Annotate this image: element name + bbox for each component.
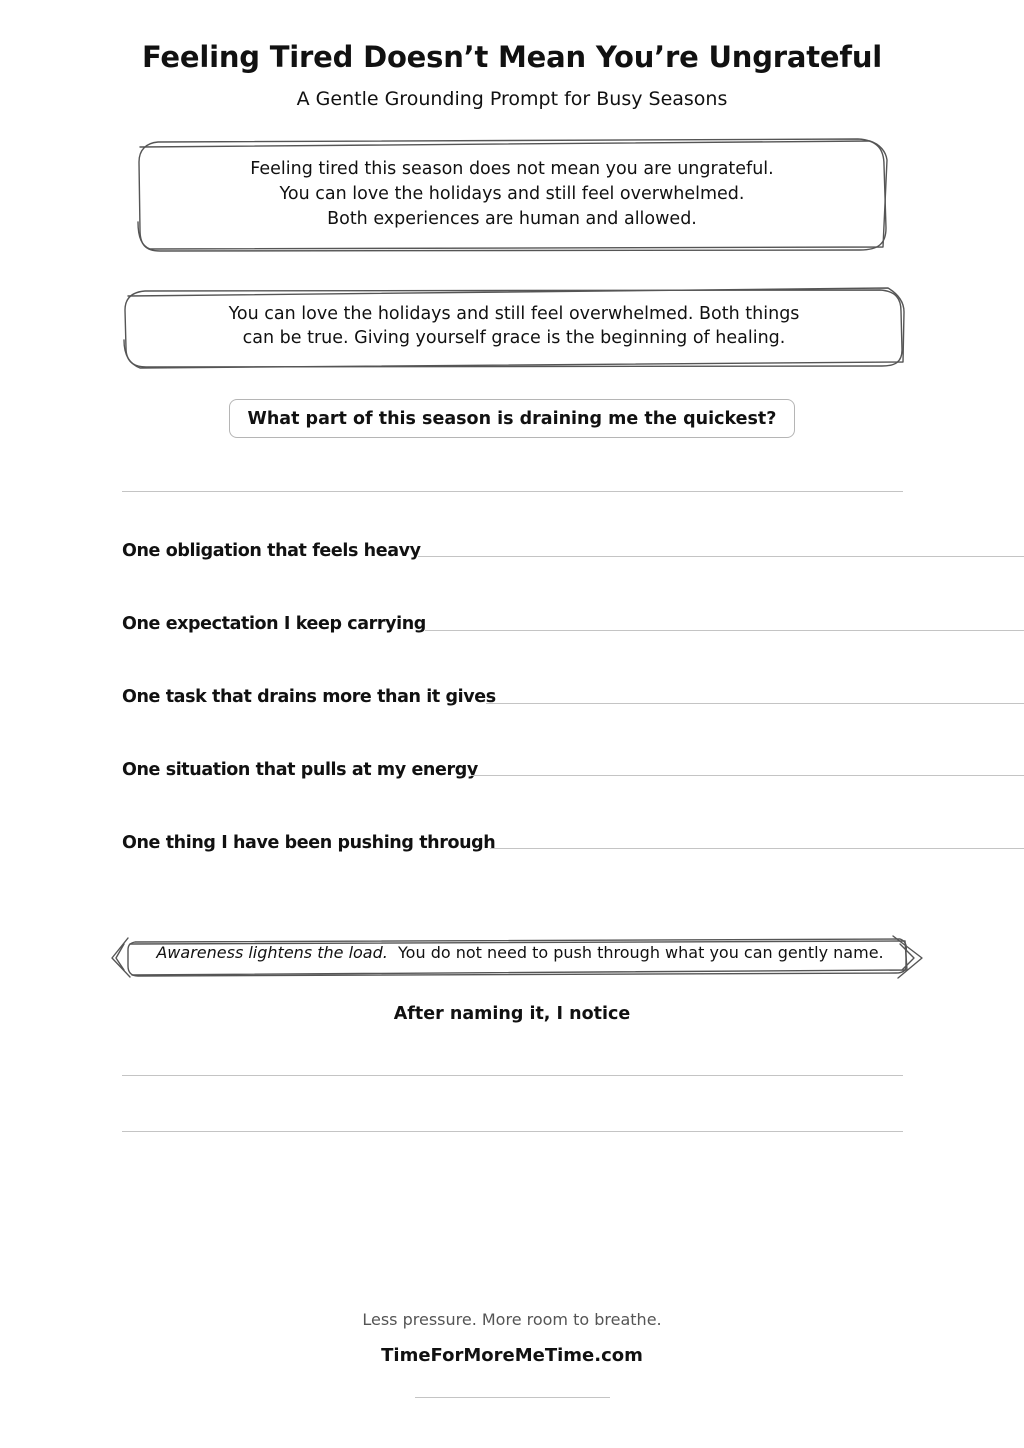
answer-line[interactable] [471, 775, 1024, 776]
affirmation-box-2 [126, 302, 902, 350]
prompt-situation: One situation that pulls at my energy [122, 760, 478, 780]
affirmation-line: Both experiences are human and allowed. [327, 209, 697, 229]
answer-line[interactable] [486, 703, 1024, 704]
answer-line[interactable] [122, 1075, 903, 1076]
prompt-pushing-through: One thing I have been pushing through [122, 833, 496, 853]
page-subtitle: A Gentle Grounding Prompt for Busy Seasons [296, 88, 728, 110]
answer-line[interactable] [418, 556, 1024, 557]
footer-tagline: Less pressure. More room to breathe. [362, 1310, 662, 1329]
answer-line[interactable] [122, 1131, 903, 1132]
after-naming-label: After naming it, I notice [393, 1004, 631, 1024]
answer-line[interactable] [425, 630, 1024, 631]
question-box: What part of this season is draining me the quickest? [229, 399, 795, 438]
affirmation-line: You can love the holidays and still feel overwhelmed. [279, 184, 745, 204]
answer-line[interactable] [122, 491, 903, 492]
prompt-task: One task that drains more than it gives [122, 687, 496, 707]
affirmation-line: You can love the holidays and still feel overwhelmed. Both things [228, 304, 800, 324]
prompt-expectation: One expectation I keep carrying [122, 614, 426, 634]
prompt-obligation: One obligation that feels heavy [122, 541, 421, 561]
footer-site-link[interactable]: TimeForMoreMeTime.com [381, 1345, 643, 1366]
banner-text: You do not need to push through what you can gently name. [398, 943, 884, 962]
answer-line[interactable] [490, 848, 1024, 849]
banner-emphasis: Awareness lightens the load. [156, 943, 388, 962]
affirmation-line: can be true. Giving yourself grace is the beginning of healing. [242, 328, 786, 348]
awareness-banner [140, 943, 900, 962]
footer-divider [415, 1397, 610, 1398]
page-title: Feeling Tired Doesn’t Mean You’re Ungrateful [141, 40, 883, 74]
affirmation-line: Feeling tired this season does not mean you are ungrateful. [250, 159, 774, 179]
affirmation-box-1 [140, 157, 884, 232]
